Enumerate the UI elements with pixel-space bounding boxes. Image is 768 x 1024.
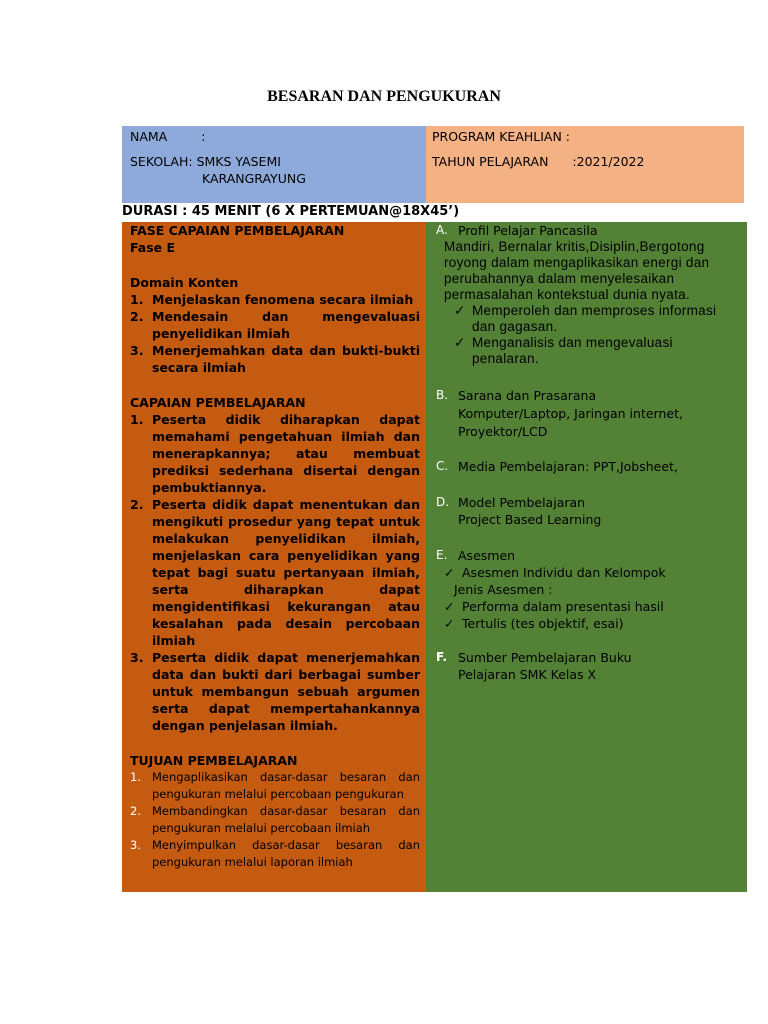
list-item: 1. Menjelaskan fenomena secara ilmiah: [130, 291, 420, 308]
check-text: Tertulis (tes objektif, esai): [462, 616, 624, 631]
profil-checks: [436, 303, 739, 367]
tujuan-list: [130, 769, 420, 871]
domain-heading: Domain Konten: [130, 275, 239, 290]
section-f: [436, 649, 739, 683]
section-letter: A.: [436, 223, 448, 237]
section-d-title: Model Pembelajaran: [458, 495, 586, 510]
domain-item: Menjelaskan fenomena secara ilmiah: [152, 292, 414, 307]
check-icon: ✓: [444, 565, 455, 580]
check-icon: ✓: [444, 599, 455, 614]
tujuan-item: Menyimpulkan dasar-dasar besaran dan pengukuran melalui laporan ilmiah: [152, 838, 420, 869]
section-letter: E.: [436, 548, 448, 562]
check-text: Menganalisis dan mengevaluasi penalaran.: [472, 335, 673, 366]
list-item: 2. Peserta didik dapat menentukan dan mengikuti prosedur yang tepat untuk melakukan penyelidikan ilmiah, menjelaskan cara penyelidikan yang tepat bagi suatu pertanyaan ilmiah, serta diharapkan dapat mengidentifikasi kekurangan atau kesalahan pada desain percobaan ilmiah: [130, 497, 420, 648]
check-text: Asesmen Individu dan Kelompok: [462, 565, 666, 580]
sekolah-line1: SEKOLAH: SMKS YASEMI: [130, 154, 281, 169]
domain-item: Menerjemahkan data dan bukti-bukti secara ilmiah: [152, 343, 420, 375]
asesmen-details: [436, 564, 739, 632]
tahun-row: [432, 153, 738, 170]
list-item: [444, 564, 739, 581]
fase-heading: FASE CAPAIAN PEMBELAJARAN: [130, 223, 345, 238]
list-item: 2. Membandingkan dasar-dasar besaran dan pengukuran melalui percobaan ilmiah: [130, 804, 420, 835]
check-text: Performa dalam presentasi hasil: [462, 599, 664, 614]
nama-row: [130, 128, 418, 145]
capaian-heading: CAPAIAN PEMBELAJARAN: [130, 395, 306, 410]
jenis-asesmen: Jenis Asesmen :: [454, 582, 553, 597]
tahun-label: TAHUN PELAJARAN: [432, 154, 549, 169]
check-icon: ✓: [454, 303, 466, 318]
list-item: 2. Mendesain dan mengevaluasi penyelidikan ilmiah: [130, 309, 420, 341]
right-column: [426, 222, 747, 892]
tujuan-item: Membandingkan dasar-dasar besaran dan pengukuran melalui percobaan ilmiah: [152, 804, 420, 835]
program-label: PROGRAM KEAHLIAN :: [432, 129, 571, 144]
list-item: [454, 303, 739, 335]
tujuan-heading: TUJUAN PEMBELAJARAN: [130, 753, 298, 768]
section-b-text: Komputer/Laptop, Jaringan internet, Proyektor/LCD: [458, 406, 683, 439]
capaian-item: Peserta didik diharapkan dapat memahami pengetahuan ilmiah dan menerapkannya; atau membuat prediksi sederhana disertai dengan pembuktiannya.: [152, 412, 420, 495]
section-letter: F.: [436, 650, 447, 664]
capaian-item: Peserta didik dapat menentukan dan mengikuti prosedur yang tepat untuk melakukan penyelidikan ilmiah, menjelaskan cara penyelidikan yang tepat bagi suatu pertanyaan ilmiah, serta diharapkan dapat mengidentifikasi kekurangan atau kesalahan pada desain percobaan ilmiah: [152, 497, 420, 648]
list-item: [454, 335, 739, 367]
section-b-title: Sarana dan Prasarana: [458, 388, 597, 403]
list-item: 3. Menerjemahkan data dan bukti-bukti secara ilmiah: [130, 343, 420, 375]
tujuan-item: Mengaplikasikan dasar-dasar besaran dan pengukuran melalui percobaan pengukuran: [152, 770, 420, 801]
section-d: [436, 494, 739, 528]
check-text: Memperoleh dan memproses informasi dan gagasan.: [472, 303, 717, 334]
list-item: 3. Menyimpulkan dasar-dasar besaran dan pengukuran melalui laporan ilmiah: [130, 838, 420, 869]
section-b: [436, 387, 739, 441]
durasi-line: DURASI : 45 MENIT (6 X PERTEMUAN@18X45’): [122, 204, 460, 219]
profil-text: Mandiri, Bernalar kritis,Disiplin,Bergotong royong dalam mengaplikasikan energi dan perubahannya dalam menyelesaikan permasalahan kontekstual dunia nyata.: [444, 239, 710, 302]
sekolah-line2: KARANGRAYUNG: [202, 171, 306, 186]
section-e: [436, 547, 739, 564]
section-e-title: Asesmen: [458, 548, 516, 563]
list-item: [444, 598, 739, 615]
section-c-title: Media Pembelajaran: PPT,Jobsheet,: [458, 459, 678, 474]
list-item: 3. Peserta didik dapat menerjemahkan data dan bukti dari berbagai sumber untuk membangun sebuah argumen serta dapat mempertahankannya dengan penjelasan ilmiah.: [130, 650, 420, 733]
header-program-box: [426, 126, 744, 203]
domain-item: Mendesain dan mengevaluasi penyelidikan ilmiah: [152, 309, 420, 341]
nama-separator: :: [201, 129, 206, 144]
header-identity-box: [122, 126, 426, 203]
capaian-item: Peserta didik dapat menerjemahkan data dan bukti dari berbagai sumber untuk membangun sebuah argumen serta dapat mempertahankannya dengan penjelasan ilmiah.: [152, 650, 420, 733]
list-item: 1. Mengaplikasikan dasar-dasar besaran dan pengukuran melalui percobaan pengukuran: [130, 770, 420, 801]
domain-list: [130, 291, 420, 376]
fase-value: Fase E: [130, 240, 176, 255]
section-letter: C.: [436, 459, 449, 473]
section-f-title: Sumber Pembelajaran Buku Pelajaran SMK Kelas X: [458, 650, 632, 682]
section-c: [436, 458, 739, 475]
list-item: 1. Peserta didik diharapkan dapat memahami pengetahuan ilmiah dan menerapkannya; atau membuat prediksi sederhana disertai dengan pembuktiannya.: [130, 412, 420, 495]
capaian-list: [130, 411, 420, 734]
section-letter: B.: [436, 388, 449, 402]
check-icon: ✓: [454, 335, 466, 350]
section-d-text: Project Based Learning: [458, 512, 602, 527]
section-a-title: Profil Pelajar Pancasila: [458, 223, 598, 238]
section-a: [436, 222, 739, 239]
left-column: [122, 222, 426, 892]
list-item: [444, 615, 739, 632]
check-icon: ✓: [444, 616, 455, 631]
nama-label: NAMA: [130, 129, 168, 144]
section-letter: D.: [436, 495, 450, 509]
page-title: BESARAN DAN PENGUKURAN: [267, 88, 501, 105]
tahun-value: :2021/2022: [572, 154, 645, 169]
